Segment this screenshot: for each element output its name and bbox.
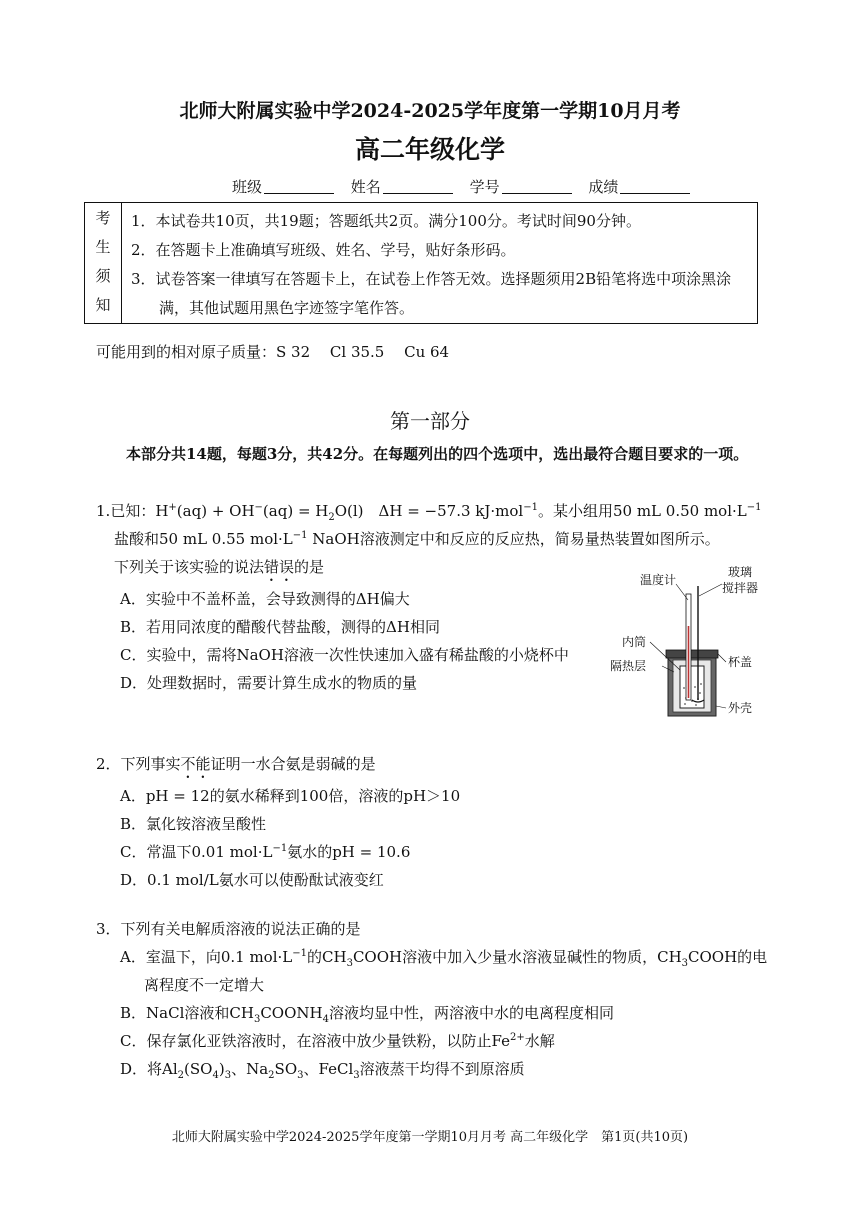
question-3 xyxy=(96,915,768,1083)
exam-notice-box xyxy=(84,202,758,324)
q3-b-sub: 4 xyxy=(322,1014,329,1025)
lid-label: 杯盖 xyxy=(728,655,753,669)
student-info-line xyxy=(232,176,702,197)
q3-c-text: C．保存氯化亚铁溶液时，在溶液中放少量铁粉，以防止Fe xyxy=(120,1032,510,1050)
q3-d-text: ) xyxy=(218,1060,225,1078)
q2-text: 证明一水合氨是弱碱的是 xyxy=(210,755,376,773)
notice-items xyxy=(131,207,757,323)
q3-option-a xyxy=(96,943,768,999)
q1-text: NaOH溶液测定中和反应的反应热，简易量热装置如图所示。 xyxy=(307,530,720,548)
q3-a-sub: 3 xyxy=(346,958,353,969)
q3-d-sub: 2 xyxy=(177,1070,185,1081)
student-id-label: 学号 xyxy=(469,178,500,196)
q1-sup: − xyxy=(254,502,263,513)
q1-option-a: A．实验中不盖杯盖，会导致测得的ΔH偏大 xyxy=(120,590,410,608)
q2-text: 2．下列事实 xyxy=(96,755,181,773)
notice-side-char: 知 xyxy=(95,296,111,314)
notice-side-char: 考 xyxy=(95,209,111,227)
notice-item: 2．在答题卡上准确填写班级、姓名、学号，贴好条形码。 xyxy=(131,241,516,259)
q1-option-c: C．实验中，需将NaOH溶液一次性快速加入盛有稀盐酸的小烧杯中 xyxy=(120,646,569,664)
q3-b-text: COONH xyxy=(260,1004,323,1022)
q1-ask-text: 下列关于该实验的说法 xyxy=(114,558,265,576)
atomic-masses: 可能用到的相对原子质量：S 32 Cl 35.5 Cu 64 xyxy=(96,343,450,361)
q1-text: 已知：H xyxy=(110,502,169,520)
q3-a-text: COOH溶液中加入少量水溶液显碱性的物质，CH xyxy=(352,948,682,966)
q3-option-d xyxy=(96,1055,768,1083)
q1-text: 盐酸和50 mL 0.55 mol·L xyxy=(114,530,293,548)
calorimeter-figure xyxy=(600,566,770,726)
q3-d-text: 溶液蒸干均得不到原溶质 xyxy=(359,1060,525,1078)
q1-sup: + xyxy=(168,502,177,513)
q2-emphasis: 不能 xyxy=(180,755,211,773)
q3-a-sup: −1 xyxy=(292,948,307,959)
class-blank xyxy=(264,179,334,194)
q3-d-sub: 2 xyxy=(268,1070,275,1081)
q3-d-text: SO xyxy=(274,1060,298,1078)
q3-a-text: 的CH xyxy=(307,948,347,966)
q3-option-b xyxy=(96,999,768,1027)
cup-lid xyxy=(666,650,718,658)
q1-text: O(l) ΔH = −57.3 kJ·mol xyxy=(334,502,524,520)
q3-option-c xyxy=(96,1027,768,1055)
q1-text: (aq) + OH xyxy=(176,502,255,520)
q2-c-sup: −1 xyxy=(272,843,288,854)
q2-stem xyxy=(96,750,768,782)
stirrer-label-2: 搅拌器 xyxy=(722,581,759,595)
q3-d-sub: 4 xyxy=(212,1070,219,1081)
q3-d-text: 、Na xyxy=(231,1060,269,1078)
q1-text: (aq) = H xyxy=(262,502,329,520)
notice-side-char: 生 xyxy=(95,238,111,256)
q1-sup: −1 xyxy=(746,502,762,513)
class-label: 班级 xyxy=(232,178,263,196)
q3-d-sub: 3 xyxy=(353,1070,360,1081)
score-label: 成绩 xyxy=(588,178,619,196)
q1-sup: −1 xyxy=(292,530,308,541)
q2-option-c xyxy=(96,838,768,866)
q3-b-sub: 3 xyxy=(253,1014,261,1025)
student-id-blank xyxy=(502,179,572,194)
q1-option-b: B．若用同浓度的醋酸代替盐酸，测得的ΔH相同 xyxy=(120,618,440,636)
q3-b-text: 溶液均显中性，两溶液中水的电离程度相同 xyxy=(328,1004,614,1022)
school-title: 北师大附属实验中学2024-2025学年度第一学期10月月考 xyxy=(179,100,681,122)
stirrer-label-1: 玻璃 xyxy=(728,566,753,579)
notice-item: 3．试卷答案一律填写在答题卡上，在试卷上作答无效。选择题须用2B铅笔将选中项涂黑涂满，其他试题用黑色字迹签字笔作答。 xyxy=(131,270,732,317)
page-footer: 北师大附属实验中学2024-2025学年度第一学期10月月考 高二年级化学 第1页(共10页) xyxy=(171,1130,689,1145)
question-2 xyxy=(96,750,768,894)
q1-emphasis: 错误 xyxy=(264,558,295,576)
q3-c-sup: 2+ xyxy=(509,1032,525,1043)
q1-text: 。某小组用50 mL 0.50 mol·L xyxy=(537,502,747,520)
section-title: 第一部分 xyxy=(390,409,470,433)
q1-number: 1. xyxy=(96,502,111,520)
subject-title: 高二年级化学 xyxy=(354,135,505,164)
thermometer-label: 温度计 xyxy=(640,573,677,587)
q3-d-text: 、FeCl xyxy=(303,1060,354,1078)
inner-cup-label: 内筒 xyxy=(622,635,647,649)
name-blank xyxy=(383,179,453,194)
q3-d-sub: 3 xyxy=(297,1070,304,1081)
q3-stem: 3．下列有关电解质溶液的说法正确的是 xyxy=(96,920,361,938)
insulation-label: 隔热层 xyxy=(610,659,647,673)
q1-sup: −1 xyxy=(523,502,538,513)
q1-option-d: D．处理数据时，需要计算生成水的物质的量 xyxy=(120,674,418,692)
q1-sub: 2 xyxy=(328,512,335,523)
notice-item: 1．本试卷共10页，共19题；答题纸共2页。满分100分。考试时间90分钟。 xyxy=(131,212,641,230)
q3-d-text: (SO xyxy=(184,1060,213,1078)
q3-d-sub: 3 xyxy=(224,1070,232,1081)
q2-c-text: 氨水的pH = 10.6 xyxy=(287,843,411,861)
shell-label: 外壳 xyxy=(728,701,753,715)
q1-stem xyxy=(96,497,768,553)
notice-side-label xyxy=(85,203,122,323)
q1-ask-text: 的是 xyxy=(294,558,325,576)
q3-a-text: A．室温下，向0.1 mol·L xyxy=(120,948,293,966)
score-blank xyxy=(620,179,690,194)
q2-option-d: D．0.1 mol/L氨水可以使酚酞试液变红 xyxy=(120,871,384,889)
name-label: 姓名 xyxy=(350,178,381,196)
q2-option-b: B．氯化铵溶液呈酸性 xyxy=(120,815,267,833)
q2-c-text: C．常温下0.01 mol·L xyxy=(120,843,273,861)
section-intro: 本部分共14题，每题3分，共42分。在每题列出的四个选项中，选出最符合题目要求的一项。 xyxy=(126,445,749,463)
q2-option-a: A．pH = 12的氨水稀释到100倍，溶液的pH＞10 xyxy=(120,787,461,805)
q3-a-text: COOH的电离程度不一定增大 xyxy=(144,948,768,994)
q3-b-text: B．NaCl溶液和CH xyxy=(120,1004,254,1022)
q3-c-text: 水解 xyxy=(524,1032,555,1050)
q3-a-sub: 3 xyxy=(681,958,689,969)
q3-d-text: D．将Al xyxy=(120,1060,178,1078)
notice-side-char: 须 xyxy=(95,267,111,285)
